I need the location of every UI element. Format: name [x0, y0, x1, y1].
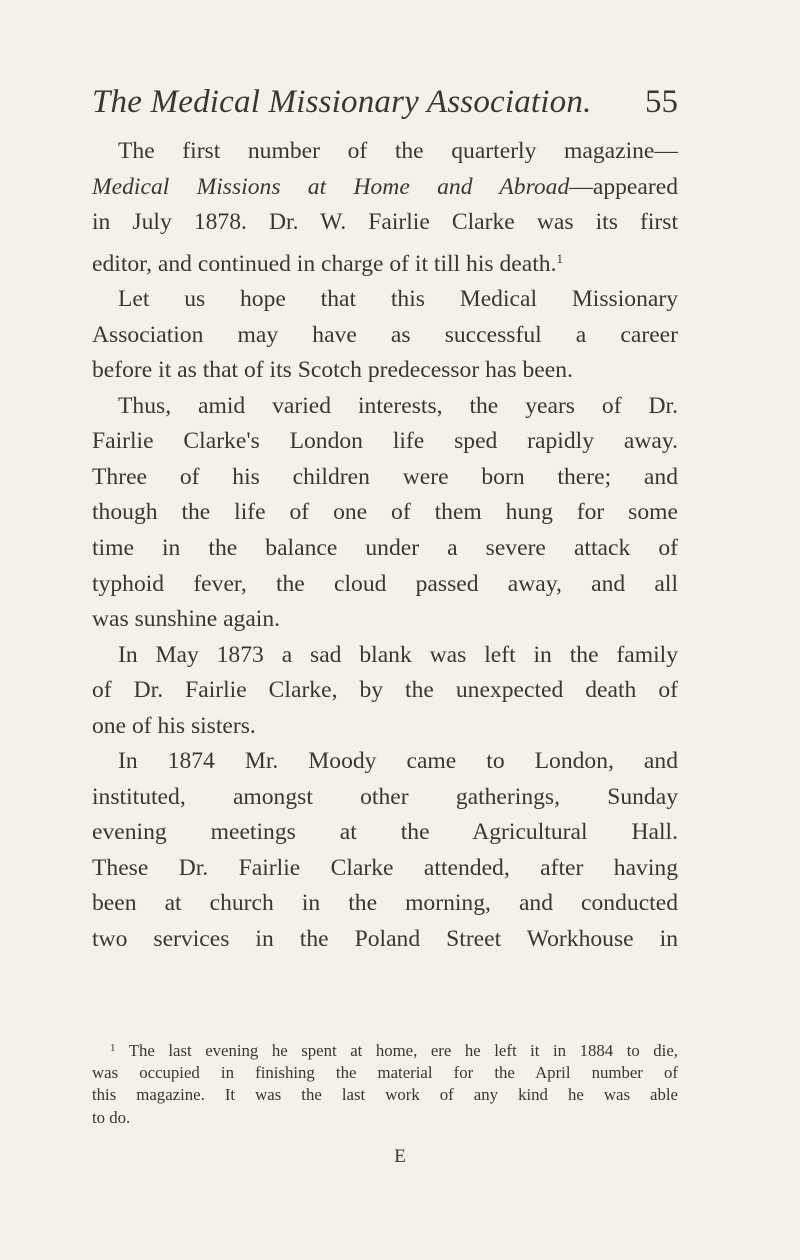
body-line: been at church in the morning, and conducted	[92, 890, 678, 917]
body-line: These Dr. Fairlie Clarke attended, after having	[92, 854, 678, 881]
running-title: The Medical Missionary Association.	[92, 84, 592, 120]
body-line: Let us hope that this Medical Missionary	[118, 286, 678, 313]
body-line: Association may have as successful a career	[92, 321, 678, 348]
footnote	[92, 1037, 678, 1129]
body-line: Medical Missions at Home and Abroad—appeared	[92, 173, 678, 200]
body-line: though the life of one of them hung for some	[92, 499, 678, 526]
body-line: The first number of the quarterly magazine—	[118, 138, 678, 164]
footnote-line: was occupied in finishing the material for the April number of	[92, 1063, 678, 1083]
body-line: Thus, amid varied interests, the years of Dr.	[118, 392, 678, 419]
body-line: before it as that of its Scotch predecessor has been.	[92, 357, 573, 384]
body-line: time in the balance under a severe attack of	[92, 535, 678, 562]
footnote-marker: 1	[110, 1042, 116, 1054]
body-line: In May 1873 a sad blank was left in the family	[118, 641, 678, 668]
footnote-line: to do.	[92, 1107, 131, 1127]
body-line: Fairlie Clarke's London life sped rapidly away.	[92, 428, 678, 455]
page-header	[92, 84, 678, 128]
body-line: two services in the Poland Street Workhouse in	[92, 926, 678, 953]
footnote-line: this magazine. It was the last work of any kind he was able	[92, 1085, 678, 1105]
body-line: evening meetings at the Agricultural Hall.	[92, 819, 678, 846]
signature-mark: E	[394, 1146, 406, 1167]
body-line: editor, and continued in charge of it till his death.$^1$	[92, 250, 563, 277]
body-line: one of his sisters.	[92, 712, 256, 739]
body-line: was sunshine again.	[92, 606, 281, 633]
body-text	[92, 134, 678, 958]
body-line: Three of his children were born there; and	[92, 463, 678, 490]
body-line: typhoid fever, the cloud passed away, and all	[92, 570, 678, 597]
body-line: instituted, amongst other gatherings, Sunday	[92, 783, 678, 810]
body-line: of Dr. Fairlie Clarke, by the unexpected death of	[92, 677, 678, 704]
body-line: in July 1878. Dr. W. Fairlie Clarke was its first	[92, 209, 678, 236]
magazine-title: Medical Missions at Home and Abroad	[92, 173, 570, 200]
page-number: 55	[645, 84, 678, 120]
body-line: In 1874 Mr. Moody came to London, and	[118, 748, 678, 775]
footnote-line: $^1$ The last evening he spent at home, ere he left it in 1884 to die,	[110, 1041, 678, 1060]
footnote-reference: 1	[556, 250, 563, 266]
